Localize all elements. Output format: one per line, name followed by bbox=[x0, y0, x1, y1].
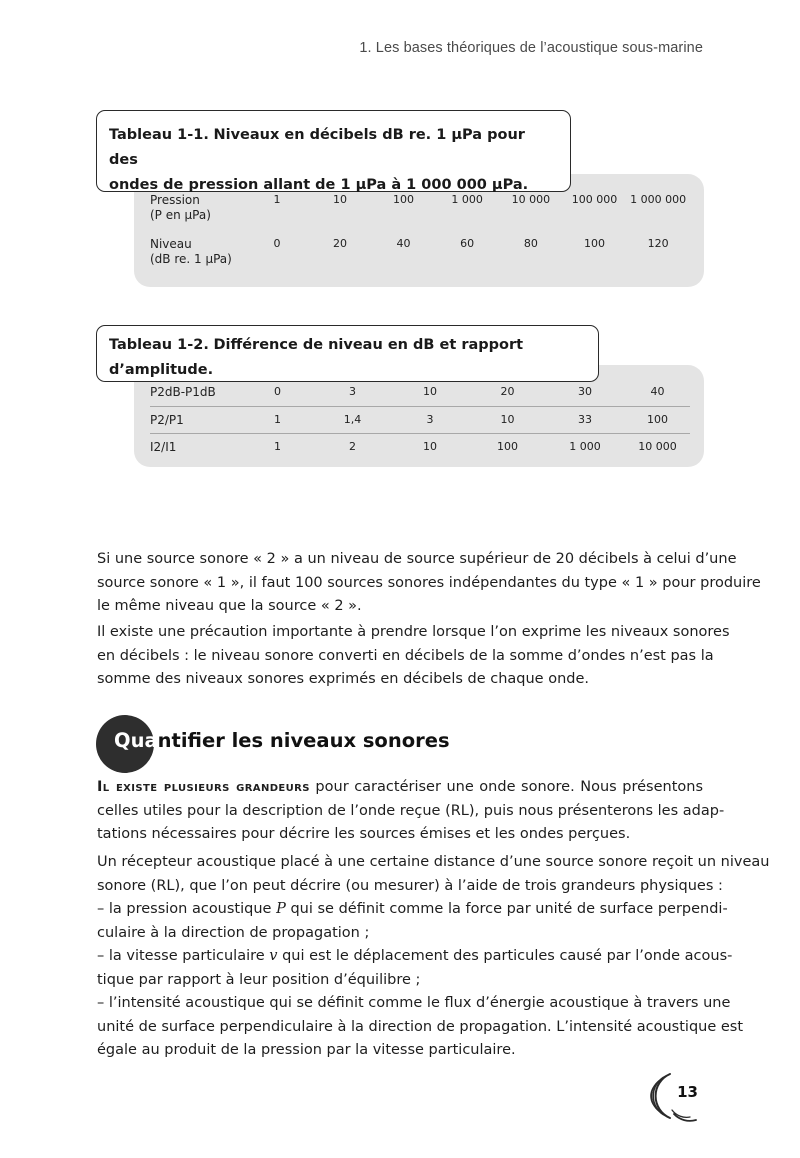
text-line: tique par rapport à leur position d’équilibre ; bbox=[97, 971, 421, 988]
caption-label: Tableau 1-1. bbox=[109, 127, 209, 143]
table-cell: 20 bbox=[333, 237, 348, 250]
row-header: P2dB-P1dB bbox=[150, 379, 240, 406]
table-cell: 40 bbox=[625, 379, 690, 406]
table-cell: 10 bbox=[470, 406, 545, 433]
table-cell: 40 bbox=[396, 237, 411, 250]
table-cell: 0 bbox=[240, 379, 315, 406]
variable-v: v bbox=[269, 948, 278, 964]
table-cell: 10 bbox=[423, 439, 437, 453]
row-header: Niveau (dB re. 1 µPa) bbox=[150, 237, 232, 266]
table-1-1 bbox=[96, 110, 706, 290]
table-cell: 1 bbox=[274, 439, 281, 453]
table-row bbox=[150, 433, 690, 460]
caption-text-line1: Niveaux en décibels dB re. 1 µPa pour des bbox=[109, 127, 525, 168]
table-cell: 100 000 bbox=[571, 193, 618, 206]
text-line: Si une source sonore « 2 » a un niveau de source supérieur de 20 décibels à celui d’une bbox=[97, 551, 737, 567]
table-cell: 10 bbox=[333, 193, 348, 206]
text-line: culaire à la direction de propagation ; bbox=[97, 924, 370, 941]
table-1-2 bbox=[96, 325, 706, 475]
table-cell: 80 bbox=[523, 237, 538, 250]
page-number: 13 bbox=[677, 1083, 698, 1101]
table-row bbox=[150, 237, 690, 267]
table-cell: 10 bbox=[390, 379, 470, 406]
ratio-table bbox=[150, 379, 690, 460]
row-header: P2/P1 bbox=[150, 406, 240, 433]
table-cell: 33 bbox=[545, 406, 625, 433]
lead-in: Il existe plusieurs grandeurs bbox=[97, 779, 310, 795]
table-caption bbox=[96, 110, 571, 192]
levels-table bbox=[150, 193, 690, 267]
table-row bbox=[150, 379, 690, 406]
text-line: Il existe une précaution importante à prendre lorsque l’on exprime les niveaux sonores bbox=[97, 624, 730, 640]
table-cell: 1 bbox=[273, 193, 281, 206]
page-number-block bbox=[650, 1070, 706, 1122]
table-cell: 100 bbox=[583, 237, 605, 250]
table-cell: 1,4 bbox=[315, 406, 390, 433]
text-line: unité de surface perpendiculaire à la direction de propagation. L’intensité acoustique est bbox=[97, 1018, 744, 1035]
text-line: – la vitesse particulaire v qui est le déplacement des particules causé par l’onde acous- bbox=[97, 948, 733, 964]
caption-text: Différence de niveau en dB et rapport d’amplitude. bbox=[109, 337, 524, 378]
caption-label: Tableau 1-2. bbox=[109, 337, 209, 353]
table-cell: 20 bbox=[470, 379, 545, 406]
text-line: Il existe plusieurs grandeurs pour caractériser une onde sonore. Nous présentons bbox=[97, 779, 704, 795]
table-cell: 10 000 bbox=[638, 439, 677, 453]
row-header: I2/I1 bbox=[150, 439, 177, 454]
paragraph-2 bbox=[97, 621, 730, 692]
text-line: source sonore « 1 », il faut 100 sources sonores indépendantes du type « 1 » pour produire bbox=[97, 574, 761, 591]
text-line: somme des niveaux sonores exprimés en décibels de chaque onde. bbox=[97, 671, 590, 687]
paragraph-4 bbox=[97, 851, 770, 1063]
text-line: le même niveau que la source « 2 ». bbox=[97, 598, 362, 614]
row-header: Pression (P en µPa) bbox=[150, 193, 211, 222]
table-cell: 3 bbox=[390, 406, 470, 433]
running-header: 1. Les bases théoriques de l’acoustique sous-marine bbox=[359, 40, 703, 56]
paragraph-1 bbox=[97, 548, 761, 619]
text-line: en décibels : le niveau sonore converti en décibels de la somme d’ondes n’est pas la bbox=[97, 647, 714, 664]
paragraph-3 bbox=[97, 776, 725, 847]
table-row bbox=[150, 406, 690, 433]
table-cell: 30 bbox=[545, 379, 625, 406]
text-line: celles utiles pour la description de l’onde reçue (RL), puis nous présenterons les adap- bbox=[97, 802, 725, 819]
text-line: Un récepteur acoustique placé à une certaine distance d’une source sonore reçoit un niveau bbox=[97, 854, 770, 870]
text-line: égale au produit de la pression par la vitesse particulaire. bbox=[97, 1042, 516, 1058]
table-cell: 100 bbox=[393, 193, 415, 206]
section-title: Quantifier les niveaux sonores bbox=[114, 729, 450, 752]
table-cell: 1 000 000 bbox=[630, 193, 687, 206]
table-cell: 100 bbox=[497, 439, 518, 453]
table-cell: 0 bbox=[273, 237, 281, 250]
table-cell: 10 000 bbox=[511, 193, 551, 206]
text-line: sonore (RL), que l’on peut décrire (ou mesurer) à l’aide de trois grandeurs physiques : bbox=[97, 877, 723, 894]
table-cell: 1 bbox=[240, 406, 315, 433]
table-caption bbox=[96, 325, 599, 382]
table-cell: 120 bbox=[647, 237, 669, 250]
text-line: tations nécessaires pour décrire les sources émises et les ondes perçues. bbox=[97, 826, 631, 842]
table-cell: 60 bbox=[460, 237, 475, 250]
table-cell: 100 bbox=[625, 406, 690, 433]
variable-p: P bbox=[276, 901, 286, 917]
section-heading bbox=[96, 715, 596, 775]
table-row bbox=[150, 193, 690, 237]
table-cell: 2 bbox=[349, 439, 356, 453]
table-cell: 1 000 bbox=[569, 439, 601, 453]
caption-text-line2: ondes de pression allant de 1 µPa à 1 000 000 µPa. bbox=[109, 177, 529, 193]
table-cell: 3 bbox=[315, 379, 390, 406]
table-cell: 1 000 bbox=[451, 193, 483, 206]
text-line: – la pression acoustique P qui se définit comme la force par unité de surface perpendi- bbox=[97, 901, 728, 917]
text-line: – l’intensité acoustique qui se définit comme le flux d’énergie acoustique à travers une bbox=[97, 995, 731, 1011]
